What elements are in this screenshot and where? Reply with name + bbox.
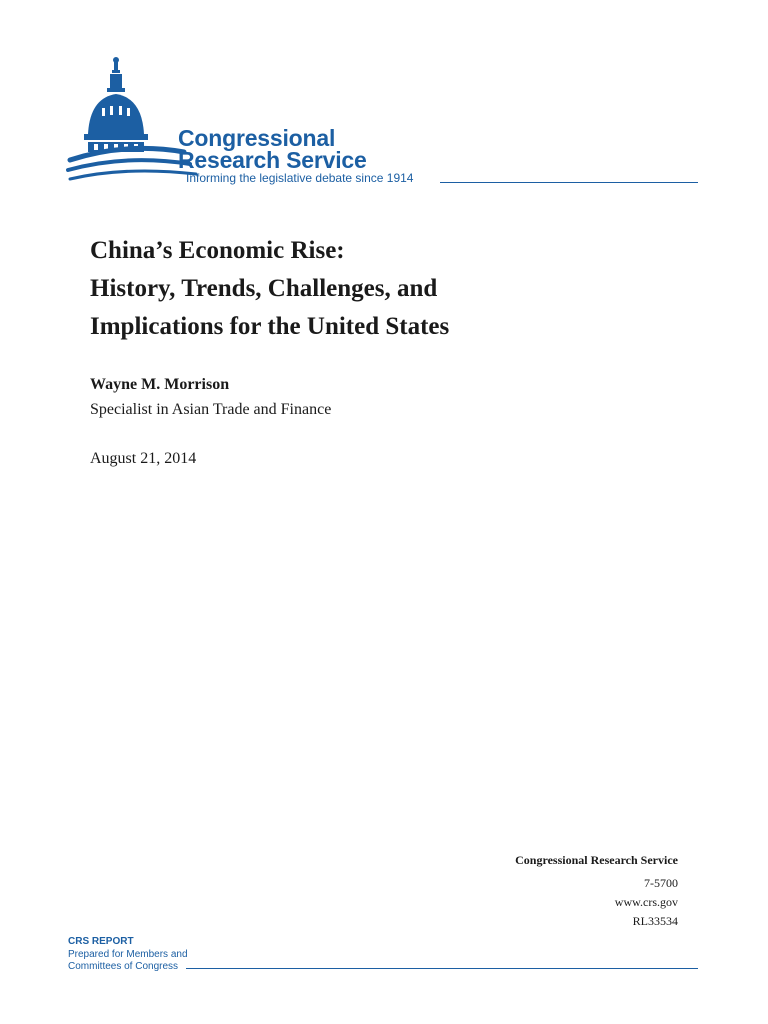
report-title: [90, 232, 710, 346]
report-date: August 21, 2014: [90, 450, 197, 467]
publisher-code: 7-5700: [644, 876, 678, 890]
org-name-line2: Research Service: [178, 147, 367, 173]
title-line-1: China’s Economic Rise:: [90, 237, 345, 264]
report-type-label: CRS REPORT: [68, 936, 134, 947]
prepared-for-line1: Prepared for Members and: [68, 949, 188, 960]
footer-divider: [186, 968, 698, 969]
title-line-3: Implications for the United States: [90, 313, 450, 340]
report-number: RL33534: [632, 914, 678, 928]
author-name: Wayne M. Morrison: [90, 376, 230, 393]
publisher-website: www.crs.gov: [614, 895, 678, 909]
title-line-2: History, Trends, Challenges, and: [90, 275, 438, 302]
publisher-name: Congressional Research Service: [515, 853, 678, 867]
org-name-line1: Congressional: [178, 125, 336, 151]
prepared-for-line2: Committees of Congress: [68, 961, 179, 972]
tagline-divider: [440, 182, 698, 183]
tagline: Informing the legislative debate since 1914: [186, 171, 414, 185]
author-role: Specialist in Asian Trade and Finance: [90, 401, 332, 418]
publisher-info: [515, 851, 678, 931]
